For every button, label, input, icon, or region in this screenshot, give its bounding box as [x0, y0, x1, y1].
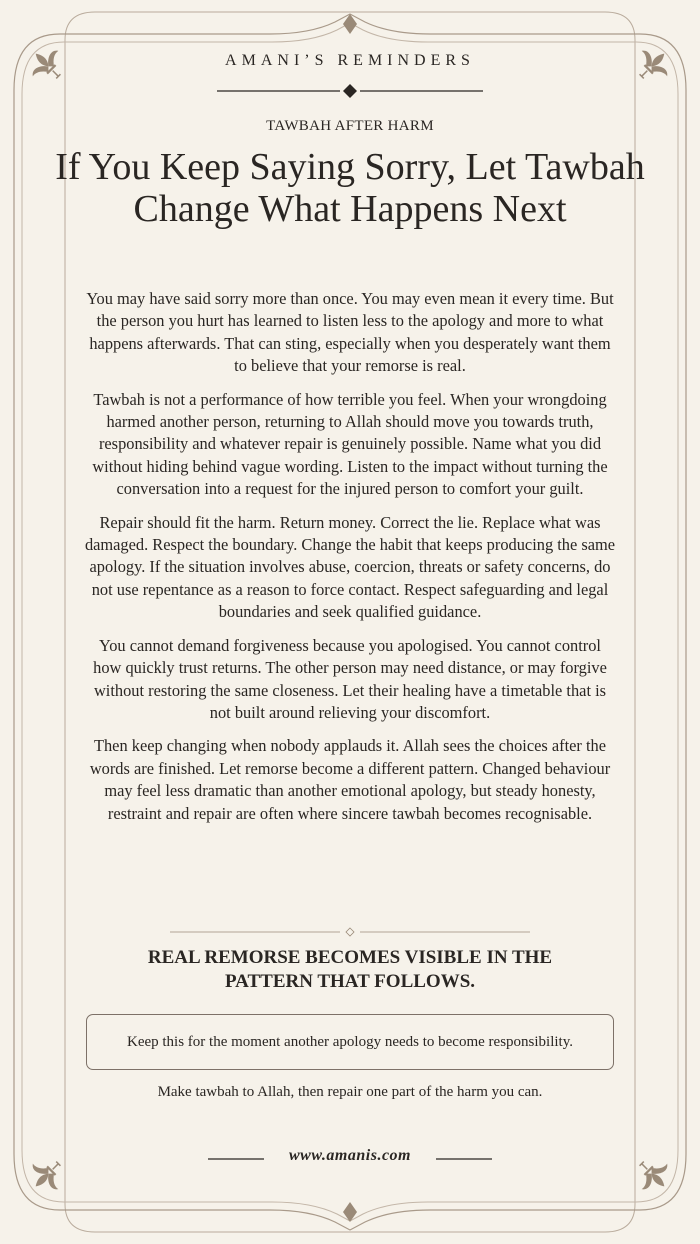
- article-body: [84, 288, 616, 836]
- section-kicker: TAWBAH AFTER HARM: [266, 118, 434, 134]
- section-divider: [0, 922, 700, 942]
- paragraph: Tawbah is not a performance of how terrible you feel. When your wrongdoing harmed another person, returning to Allah should move you towards truth, responsibility and whatever repair is genuinely possible. Name what you did without hiding behind vague wording. Listen to the impact without turning the conversation into a request for the injured person to comfort your guilt.: [92, 389, 608, 499]
- paragraph: Then keep changing when nobody applauds it. Allah sees the choices after the words are finished. Let remorse become a different pattern. Changed behaviour may feel less dramatic than another emotional apology, but steady honesty, restraint and repair are often where sincere tawbah becomes recognisable.: [89, 736, 611, 823]
- key-callout: REAL REMORSE BECOMES VISIBLE IN THE PATTERN THAT FOLLOWS.: [147, 947, 553, 992]
- paragraph: You may have said sorry more than once. You may even mean it every time. But the person you hurt has learned to listen less to the apology and more to what happens afterwards. That can sting, especially when you desperately want them to believe that your remorse is real.: [86, 289, 614, 376]
- action-line: Make tawbah to Allah, then repair one part of the harm you can.: [157, 1084, 543, 1100]
- paragraph: You cannot demand forgiveness because you apologised. You cannot control how quickly trust returns. The other person may need distance, or may forgive without restoring the same closeness. Let their healing have a timetable that is not built around relieving your discomfort.: [93, 635, 607, 722]
- reminder-note-text: Keep this for the moment another apology needs to become responsibility.: [126, 1034, 573, 1050]
- brand-name: AMANI’S REMINDERS: [225, 52, 475, 69]
- page-title: If You Keep Saying Sorry, Let Tawbah Change What Happens Next: [55, 146, 645, 230]
- website-link[interactable]: www.amanis.com: [289, 1147, 411, 1164]
- diamond-icon: [343, 84, 357, 98]
- brand-divider: [0, 80, 700, 102]
- reminder-note-box: [86, 1014, 614, 1070]
- paragraph: Repair should fit the harm. Return money. Correct the lie. Replace what was damaged. Respect the boundary. Change the habit that keeps producing the same apology. If the situation involves abuse, coercion, threats or safety concerns, do not use repentance as a reason to force contact. Respect safeguarding and legal boundaries and seek qualified guidance.: [84, 512, 616, 622]
- small-diamond-icon: [346, 928, 354, 936]
